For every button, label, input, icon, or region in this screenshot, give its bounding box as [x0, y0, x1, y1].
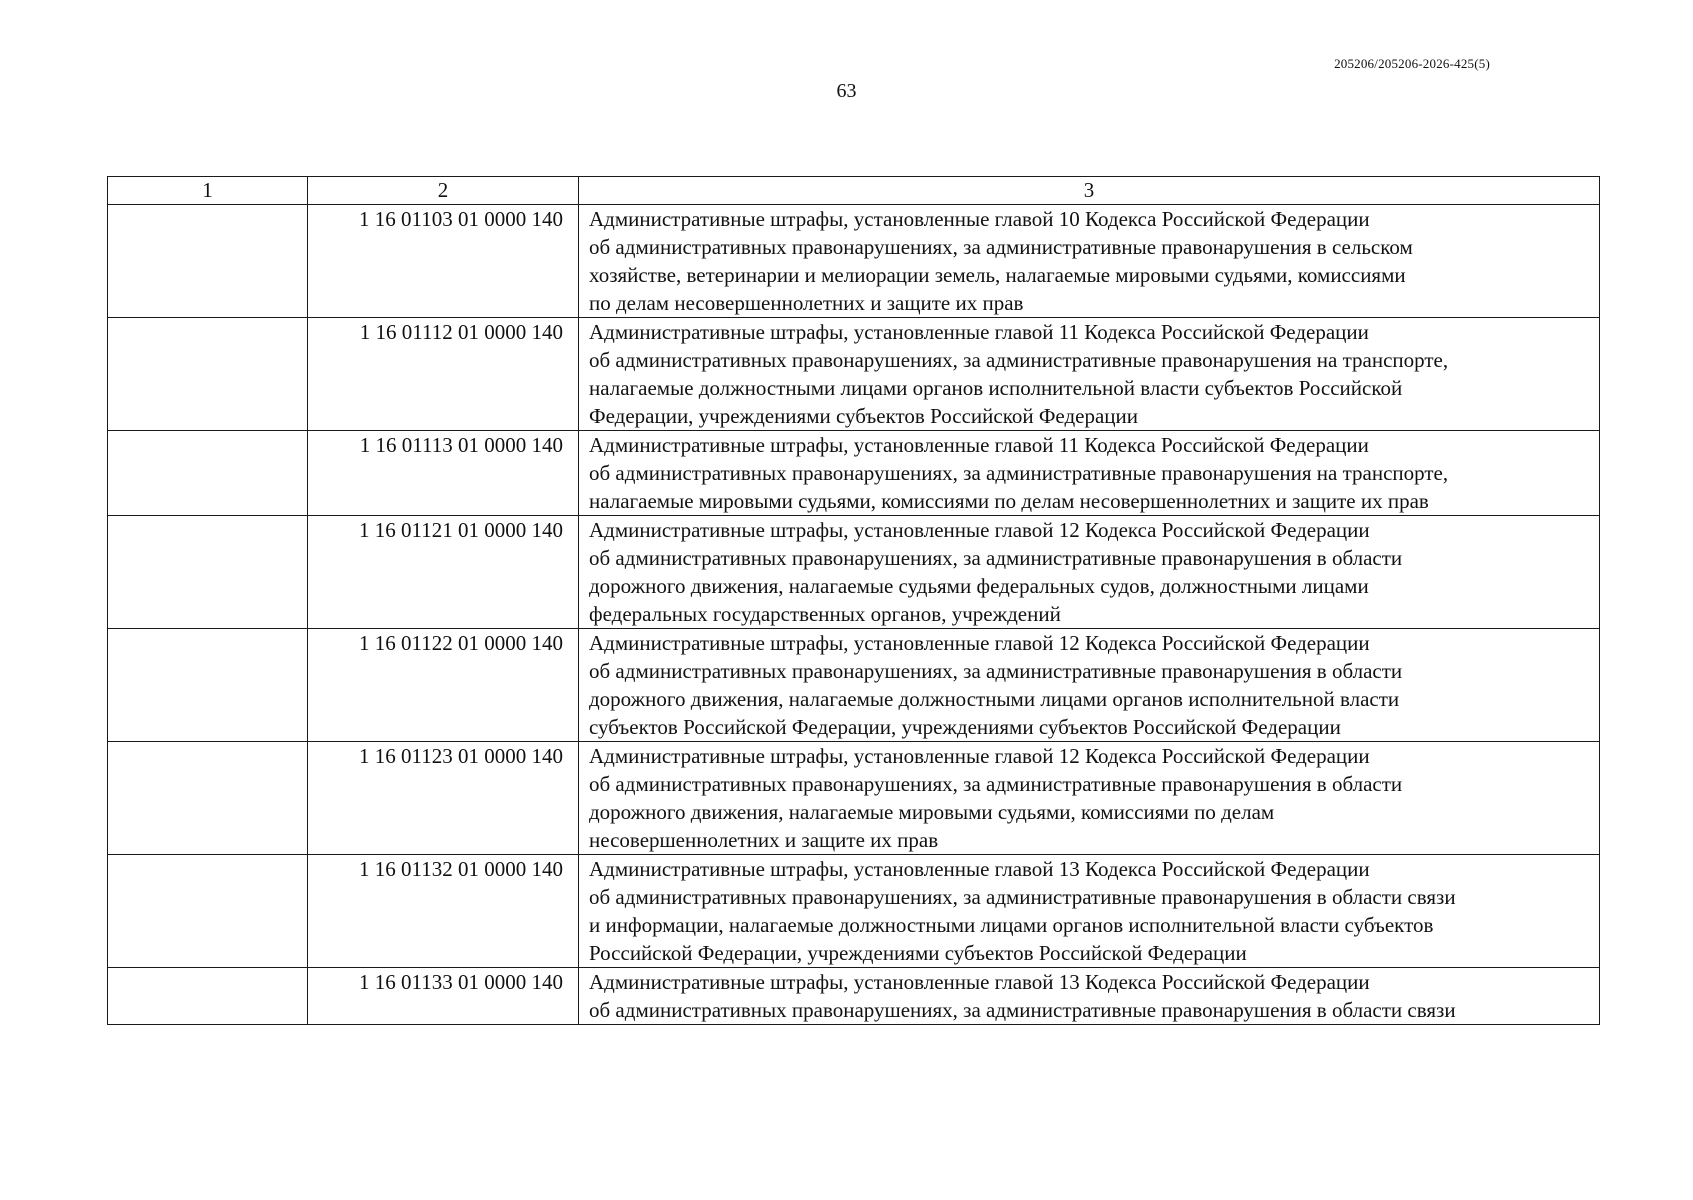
- description-cell: Административные штрафы, установленные главой 10 Кодекса Российской Федерации об административных правонарушениях, за административные правонарушения в сельском хозяйстве, ветеринарии и мелиорации земель, налагаемые мировыми судьями, комиссиями по делам несовершеннолетних и защите их прав: [579, 205, 1600, 318]
- budget-code-cell: 1 16 01112 01 0000 140: [308, 318, 579, 431]
- table-row: [108, 318, 1600, 431]
- table-row: [108, 742, 1600, 855]
- table-row: [108, 516, 1600, 629]
- row-empty-cell: [108, 742, 308, 855]
- table-row: [108, 431, 1600, 516]
- table-body: [108, 205, 1600, 1025]
- budget-codes-table: [107, 176, 1600, 1025]
- description-cell: Административные штрафы, установленные главой 12 Кодекса Российской Федерации об административных правонарушениях, за административные правонарушения в области дорожного движения, налагаемые мировыми судьями, комиссиями по делам несовершеннолетних и защите их прав: [579, 742, 1600, 855]
- row-empty-cell: [108, 629, 308, 742]
- column-header-2: 2: [308, 177, 579, 205]
- budget-code-cell: 1 16 01103 01 0000 140: [308, 205, 579, 318]
- description-cell: Административные штрафы, установленные главой 13 Кодекса Российской Федерации об административных правонарушениях, за административные правонарушения в области связи и информации, налагаемые должностными лицами органов исполнительной власти субъектов Российской Федерации, учреждениями субъектов Российской Федерации: [579, 855, 1600, 968]
- description-cell: Административные штрафы, установленные главой 11 Кодекса Российской Федерации об административных правонарушениях, за административные правонарушения на транспорте, налагаемые должностными лицами органов исполнительной власти субъектов Российской Федерации, учреждениями субъектов Российской Федерации: [579, 318, 1600, 431]
- row-empty-cell: [108, 431, 308, 516]
- description-cell: Административные штрафы, установленные главой 11 Кодекса Российской Федерации об административных правонарушениях, за административные правонарушения на транспорте, налагаемые мировыми судьями, комиссиями по делам несовершеннолетних и защите их прав: [579, 431, 1600, 516]
- page-number: 63: [836, 80, 857, 102]
- table-row: [108, 629, 1600, 742]
- document-reference-number: 205206/205206-2026-425(5): [1334, 56, 1490, 71]
- row-empty-cell: [108, 968, 308, 1025]
- row-empty-cell: [108, 205, 308, 318]
- budget-code-cell: 1 16 01123 01 0000 140: [308, 742, 579, 855]
- table-row: [108, 855, 1600, 968]
- row-empty-cell: [108, 855, 308, 968]
- column-header-3: 3: [579, 177, 1600, 205]
- description-cell: Административные штрафы, установленные главой 12 Кодекса Российской Федерации об административных правонарушениях, за административные правонарушения в области дорожного движения, налагаемые должностными лицами органов исполнительной власти субъектов Российской Федерации, учреждениями субъектов Российской Федерации: [579, 629, 1600, 742]
- budget-code-cell: 1 16 01133 01 0000 140: [308, 968, 579, 1025]
- column-header-1: 1: [108, 177, 308, 205]
- table-header-row: [108, 177, 1600, 205]
- table-row: [108, 968, 1600, 1025]
- budget-code-cell: 1 16 01132 01 0000 140: [308, 855, 579, 968]
- row-empty-cell: [108, 516, 308, 629]
- description-cell: Административные штрафы, установленные главой 12 Кодекса Российской Федерации об административных правонарушениях, за административные правонарушения в области дорожного движения, налагаемые судьями федеральных судов, должностными лицами федеральных государственных органов, учреждений: [579, 516, 1600, 629]
- table-header: [108, 177, 1600, 205]
- budget-code-cell: 1 16 01121 01 0000 140: [308, 516, 579, 629]
- budget-code-cell: 1 16 01122 01 0000 140: [308, 629, 579, 742]
- budget-code-cell: 1 16 01113 01 0000 140: [308, 431, 579, 516]
- description-cell: Административные штрафы, установленные главой 13 Кодекса Российской Федерации об административных правонарушениях, за административные правонарушения в области связи: [579, 968, 1600, 1025]
- row-empty-cell: [108, 318, 308, 431]
- table-row: [108, 205, 1600, 318]
